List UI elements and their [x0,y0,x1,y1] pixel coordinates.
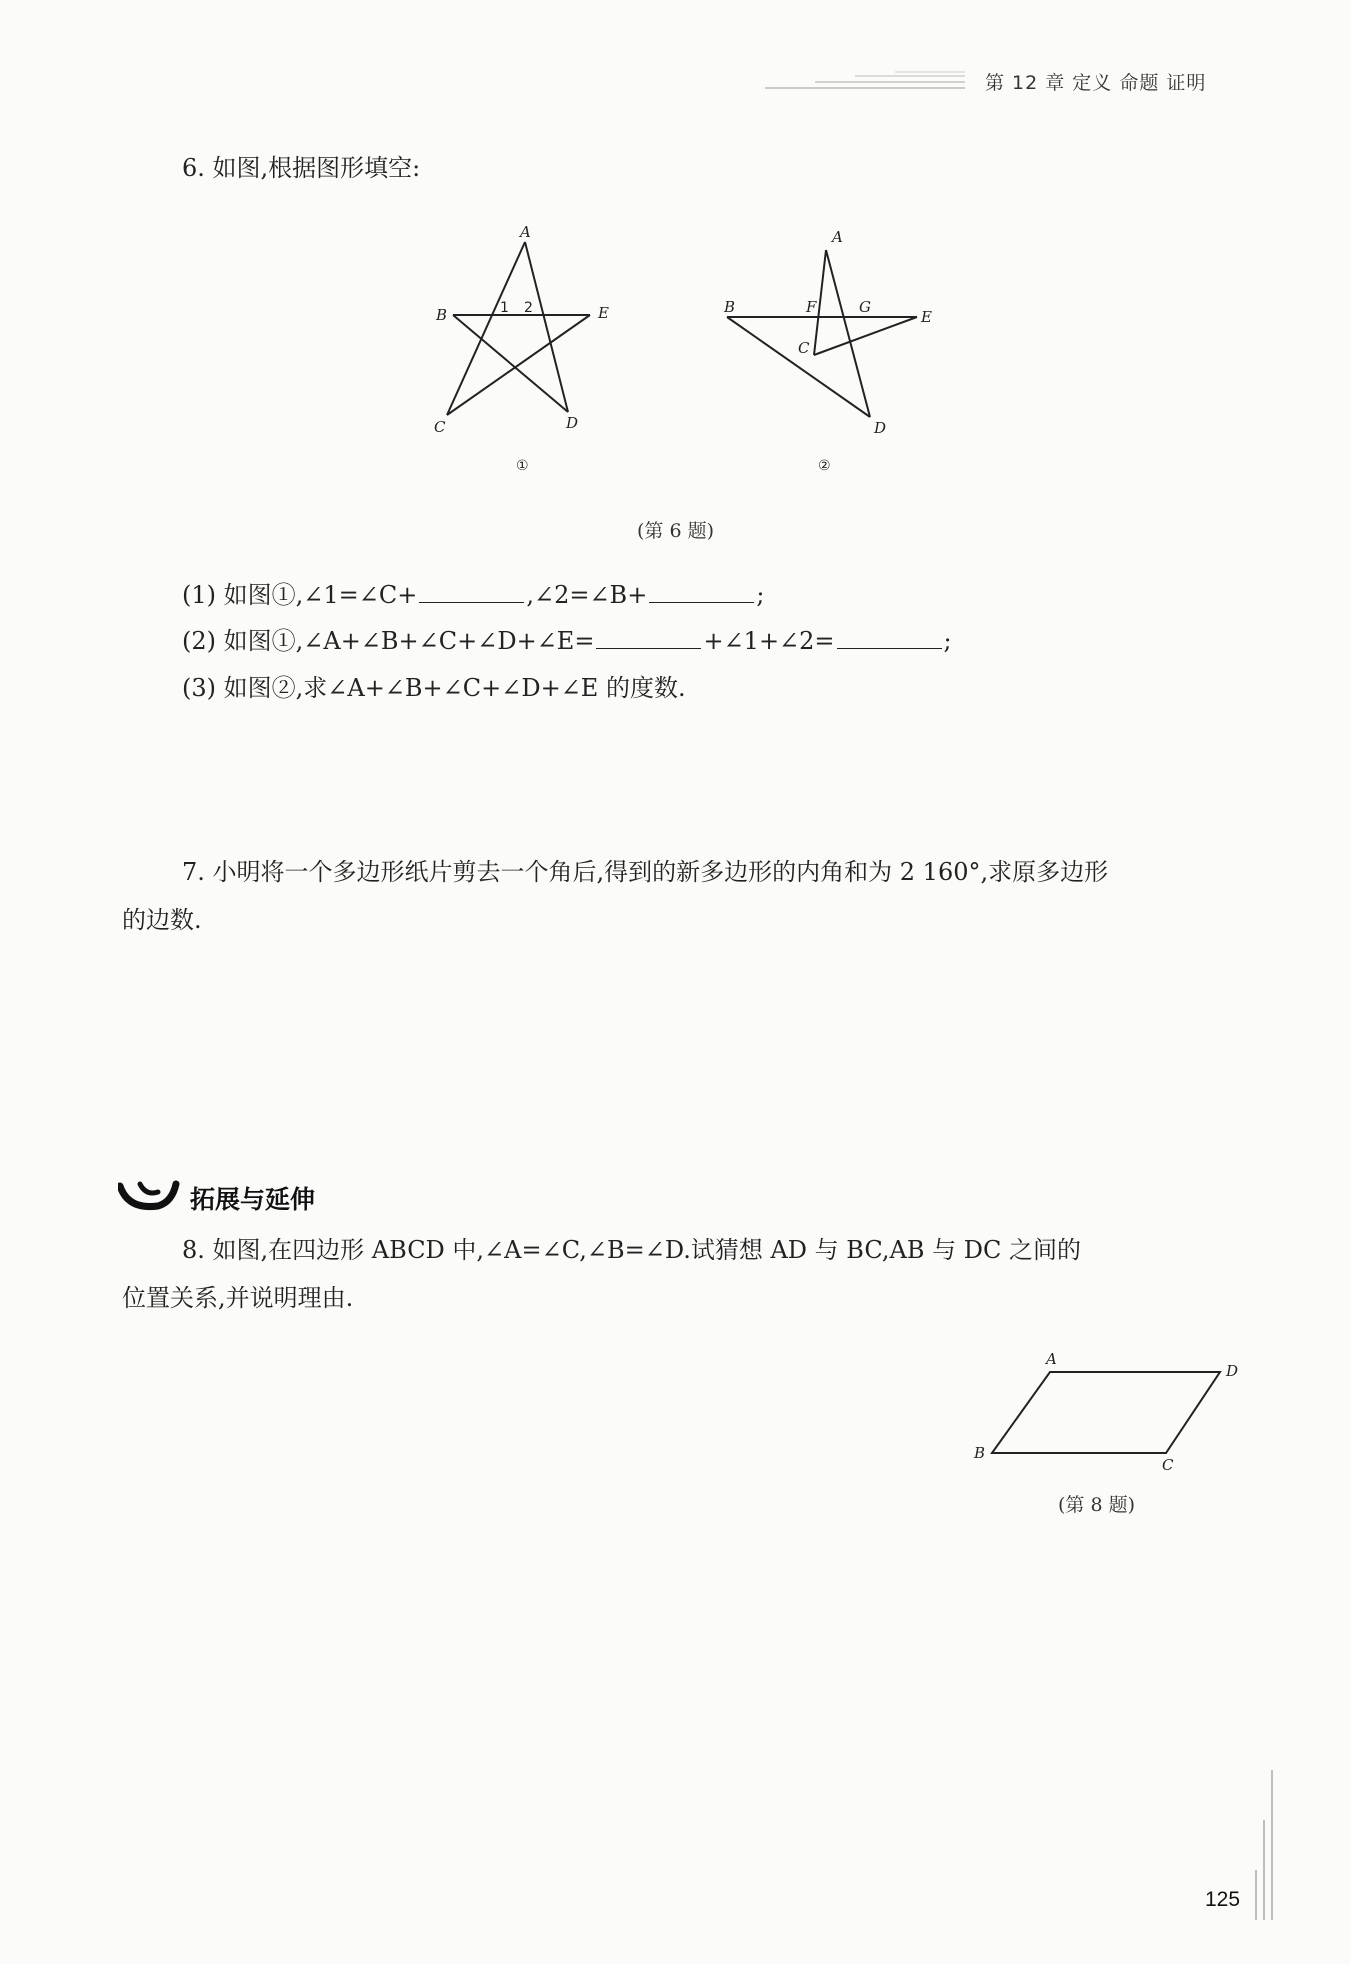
figure-8-caption: (第 8 题) [1058,1494,1135,1516]
label-B: B [436,306,448,324]
label-F: F [806,298,817,316]
label-D: D [874,419,887,437]
answer-blank[interactable] [649,578,754,603]
question-6-title: 6. 如图,根据图形填空: [182,154,421,182]
figure-6-1-star [420,220,630,480]
header-decoration [765,70,965,92]
label-G: G [859,298,871,316]
question-6-part-1: (1) 如图①,∠1=∠C+ ,∠2=∠B+ ; [182,578,764,611]
question-8-line-1: 8. 如图,在四边形 ABCD 中,∠A=∠C,∠B=∠D.试猜想 AD 与 BC,AB 与 DC 之间的 [182,1236,1081,1264]
question-8-line-2: 位置关系,并说明理由. [122,1284,354,1312]
page-number: 125 [1205,1888,1241,1911]
figure-2-tag: ② [818,458,831,474]
figure-6-2 [712,220,952,480]
figure-8-parallelogram [968,1340,1248,1480]
answer-blank[interactable] [419,578,524,603]
angle-2-label: 2 [524,300,533,316]
label-B: B [974,1444,986,1462]
label-D: D [566,414,579,432]
section-swoosh-icon [118,1176,180,1216]
section-heading: 拓展与延伸 [190,1185,316,1214]
question-6-part-2: (2) 如图①,∠A+∠B+∠C+∠D+∠E= +∠1+∠2= ; [182,624,952,657]
answer-blank[interactable] [596,624,701,649]
answer-blank[interactable] [837,624,942,649]
figure-1-tag: ① [516,458,529,474]
margin-decoration [1250,1770,1280,1920]
label-A: A [832,228,843,246]
angle-1-label: 1 [500,300,509,316]
label-B: B [724,298,736,316]
label-C: C [434,418,446,436]
label-A: A [1046,1350,1057,1368]
label-C: C [798,339,810,357]
question-7-line-1: 7. 小明将一个多边形纸片剪去一个角后,得到的新多边形的内角和为 2 160°,求原多边形 [182,858,1109,886]
label-D: D [1226,1362,1239,1380]
label-E: E [598,304,609,322]
label-C: C [1162,1456,1174,1474]
chapter-header: 第 12 章 定义 命题 证明 [985,72,1207,94]
label-E: E [921,308,932,326]
figure-6-caption: (第 6 题) [637,520,714,542]
question-7-line-2: 的边数. [122,906,202,934]
question-6-part-3: (3) 如图②,求∠A+∠B+∠C+∠D+∠E 的度数. [182,674,686,702]
label-A: A [520,223,531,241]
